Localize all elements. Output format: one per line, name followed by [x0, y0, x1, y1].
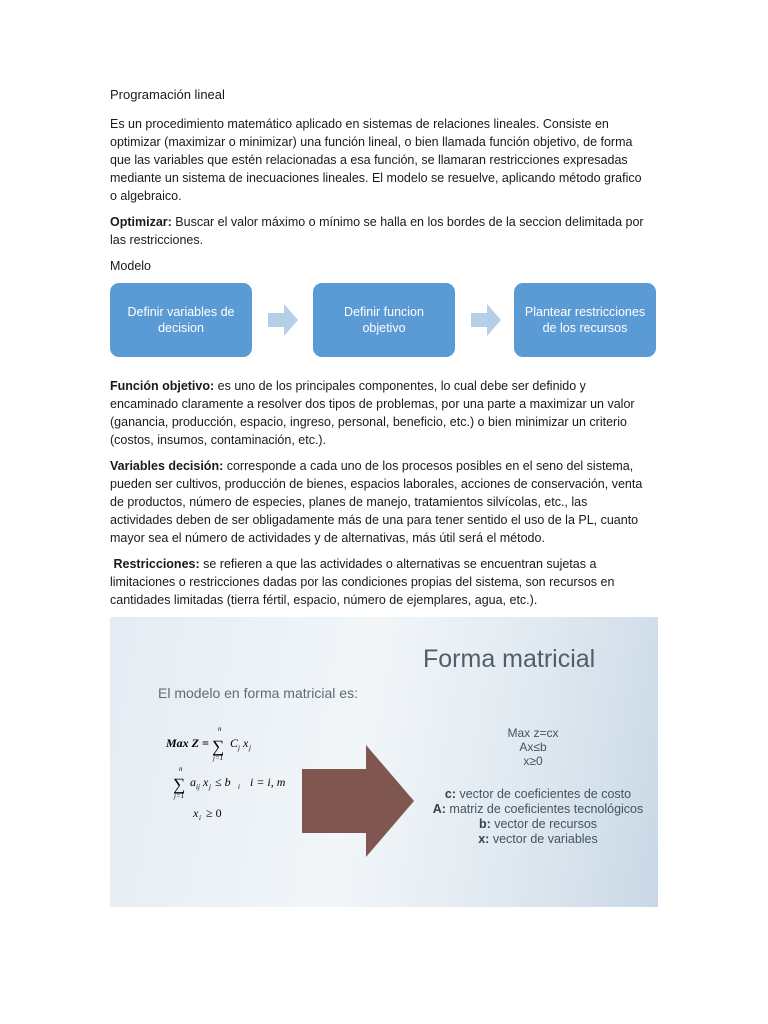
formula-con-coef-sub: ij	[196, 783, 200, 791]
slide-subtitle: El modelo en forma matricial es:	[158, 685, 358, 701]
formula-sum-lower: j=1	[213, 754, 224, 762]
formula-sum2-upper: n	[179, 765, 183, 773]
flow-arrow-icon	[471, 304, 501, 336]
formula-con-coef: a	[190, 775, 196, 789]
formula-nonneg-rel: ≥ 0	[206, 806, 222, 820]
formula-sum2-lower: j=1	[174, 792, 185, 800]
definition-term: A:	[432, 802, 446, 816]
formula-obj-coef: C	[230, 736, 239, 750]
matrix-form-equations	[483, 726, 583, 768]
flow-step-funcion: Definir funcion objetivo	[313, 283, 455, 357]
definition-term: b:	[478, 817, 491, 831]
definition-c	[428, 787, 648, 802]
restricciones-paragraph	[110, 555, 650, 609]
variables-term: Variables decisión:	[110, 459, 224, 473]
definition-x	[428, 832, 648, 847]
formula-con-rel: ≤ b	[215, 775, 231, 789]
modelo-label: Modelo	[110, 259, 151, 273]
definition-a	[428, 802, 648, 817]
matrix-eq-nonneg: x≥0	[523, 754, 543, 768]
matrix-eq-constraint: Ax≤b	[519, 740, 547, 754]
formula-con-var: x	[203, 775, 209, 789]
formula-nonneg-sub: i	[199, 814, 201, 822]
matrix-form-slide	[110, 617, 658, 907]
formula-obj-coef-sub: j	[238, 744, 240, 752]
definition-text: matriz de coeficientes tecnológicos	[445, 802, 644, 816]
definition-text: vector de coeficientes de costo	[456, 787, 632, 801]
lp-formula	[160, 722, 310, 832]
formula-con-var-sub: j	[209, 783, 211, 791]
formula-sum-upper: n	[218, 725, 222, 733]
formula-obj-var: x	[243, 736, 249, 750]
flow-step-variables: Definir variables de decision	[110, 283, 252, 357]
restricciones-term: Restricciones:	[113, 557, 200, 571]
flow-step-restricciones: Plantear restricciones de los recursos	[514, 283, 656, 357]
optimizar-text: Buscar el valor máximo o mínimo se halla en los bordes de la seccion delimitada por las restricciones.	[110, 215, 644, 247]
variables-text: corresponde a cada uno de los procesos posibles en el seno del sistema, pueden ser cultivos, producción de bienes, espacios laborales, acciones de conservación, venta de productos, número de especies, planes de manejo, tratamientos silvícolas, etc., las actividades deben de ser obligadamente más de una para tener sentido el uso de la PL, cuanto mayor sea el número de actividades y de alternativas, más útil será el método.	[110, 459, 643, 545]
formula-nonneg-var: x	[193, 806, 199, 820]
definition-b	[428, 817, 648, 832]
formula-con-rhs-sub: i	[238, 783, 240, 791]
intro-paragraph: Es un procedimiento matemático aplicado en sistemas de relaciones lineales. Consiste en optimizar (maximizar o minimizar) una función lineal, o bien llamada función objetivo, de forma que las variables que estén relacionadas a esa función, se llamaran restricciones expresadas mediante un sistema de inecuaciones lineales. El modelo se resuelve, aplicando método grafico o algebraico.	[110, 117, 642, 203]
matrix-definitions	[428, 787, 648, 847]
document-title: Programación lineal	[110, 87, 225, 102]
flow-arrow-icon	[268, 304, 298, 336]
slide-title: Forma matricial	[423, 645, 596, 673]
definition-term: c:	[444, 787, 456, 801]
definition-text: vector de recursos	[490, 817, 598, 831]
matrix-eq-objective: Max z=cx	[507, 726, 559, 740]
definition-term: x:	[478, 832, 490, 846]
big-arrow-icon	[302, 745, 414, 857]
definition-text: vector de variables	[489, 832, 598, 846]
formula-con-index: i = i, m	[250, 775, 286, 789]
variables-paragraph	[110, 457, 650, 547]
funcion-text: es uno de los principales componentes, lo cual debe ser definido y encaminado claramente a resolver dos tipos de problemas, por una parte a maximizar un valor (ganancia, producción, espacio, ingreso, personal, beneficio, etc.) o bien minimizar un criterio (costos, insumos, contaminación, etc.).	[110, 379, 635, 447]
model-flow-diagram	[110, 283, 650, 371]
formula-obj-var-sub: j	[249, 744, 251, 752]
restricciones-text: se refieren a que las actividades o alternativas se encuentran sujetas a limitaciones o restricciones dadas por las condiciones propias del sistema, son recursos en cantidades limitadas (tierra fértil, espacio, número de ejemplares, agua, etc.).	[110, 557, 615, 607]
funcion-paragraph	[110, 377, 650, 449]
optimizar-paragraph	[110, 213, 650, 249]
formula-sum-sign: ∑	[212, 737, 225, 756]
document-body	[110, 86, 650, 617]
formula-sum2-sign: ∑	[173, 775, 186, 794]
formula-max-label: Max Z =	[166, 736, 209, 750]
funcion-term: Función objetivo:	[110, 379, 215, 393]
optimizar-term: Optimizar:	[110, 215, 172, 229]
